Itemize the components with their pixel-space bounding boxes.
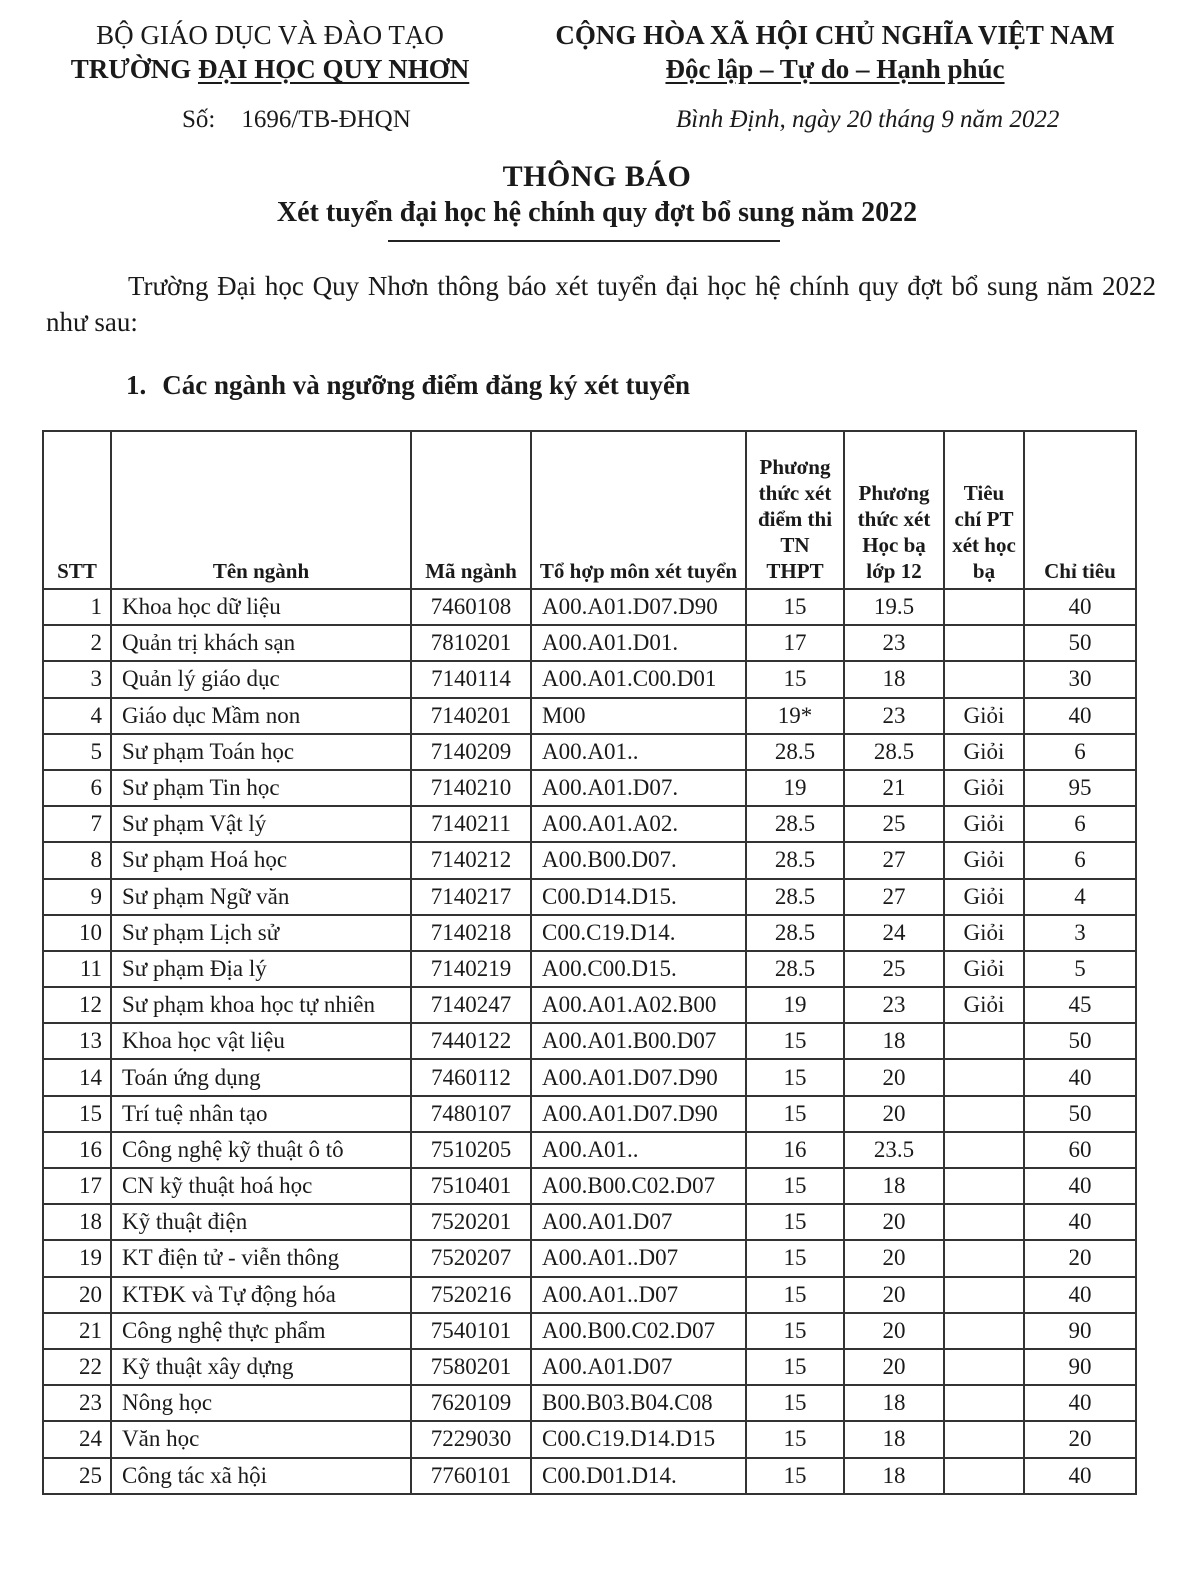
cell-combo: A00.A01.D07.: [531, 770, 746, 806]
table-row: [43, 1059, 1136, 1095]
cell-code: 7140218: [411, 915, 531, 951]
header-quota: Chỉ tiêu: [1024, 431, 1136, 589]
cell-hocba: 18: [844, 1023, 944, 1059]
cell-stt: 16: [43, 1132, 111, 1168]
cell-tieuchi: [944, 1132, 1024, 1168]
cell-tieuchi: [944, 1421, 1024, 1457]
table-row: [43, 1096, 1136, 1132]
cell-quota: 6: [1024, 734, 1136, 770]
cell-tieuchi: [944, 1059, 1024, 1095]
cell-quota: 50: [1024, 625, 1136, 661]
cell-name: Kỹ thuật điện: [111, 1204, 411, 1240]
cell-tieuchi: [944, 1168, 1024, 1204]
intro-paragraph: Trường Đại học Quy Nhơn thông báo xét tuyển đại học hệ chính quy đợt bổ sung năm 2022 như sau:: [46, 271, 1156, 337]
cell-quota: 40: [1024, 589, 1136, 625]
cell-thpt: 19: [746, 770, 844, 806]
cell-combo: A00.A01.D07.D90: [531, 1059, 746, 1095]
cell-stt: 19: [43, 1240, 111, 1276]
cell-combo: C00.C19.D14.: [531, 915, 746, 951]
cell-code: 7620109: [411, 1385, 531, 1421]
cell-hocba: 27: [844, 879, 944, 915]
header-combo: Tổ hợp môn xét tuyển: [531, 431, 746, 589]
cell-thpt: 15: [746, 1313, 844, 1349]
cell-name: Kỹ thuật xây dựng: [111, 1349, 411, 1385]
issuer-block: [40, 18, 500, 86]
table-row: [43, 1023, 1136, 1059]
cell-quota: 40: [1024, 1204, 1136, 1240]
cell-combo: A00.A01.D07.D90: [531, 1096, 746, 1132]
cell-stt: 11: [43, 951, 111, 987]
cell-code: 7140217: [411, 879, 531, 915]
cell-name: Sư phạm Lịch sử: [111, 915, 411, 951]
table-row: [43, 589, 1136, 625]
cell-name: Giáo dục Mầm non: [111, 698, 411, 734]
cell-stt: 7: [43, 806, 111, 842]
cell-code: 7540101: [411, 1313, 531, 1349]
cell-name: Công nghệ thực phẩm: [111, 1313, 411, 1349]
cell-code: 7140219: [411, 951, 531, 987]
cell-thpt: 15: [746, 1277, 844, 1313]
cell-name: Trí tuệ nhân tạo: [111, 1096, 411, 1132]
cell-quota: 40: [1024, 1168, 1136, 1204]
table-row: [43, 1385, 1136, 1421]
cell-quota: 50: [1024, 1096, 1136, 1132]
cell-tieuchi: Giỏi: [944, 806, 1024, 842]
cell-combo: A00.A01..D07: [531, 1277, 746, 1313]
table-row: [43, 987, 1136, 1023]
cell-stt: 21: [43, 1313, 111, 1349]
cell-tieuchi: [944, 1277, 1024, 1313]
ministry-name: BỘ GIÁO DỤC VÀ ĐÀO TẠO: [96, 20, 444, 50]
cell-thpt: 28.5: [746, 734, 844, 770]
cell-stt: 12: [43, 987, 111, 1023]
cell-tieuchi: [944, 1385, 1024, 1421]
cell-hocba: 23.5: [844, 1132, 944, 1168]
cell-code: 7140209: [411, 734, 531, 770]
cell-thpt: 15: [746, 589, 844, 625]
cell-hocba: 21: [844, 770, 944, 806]
cell-combo: A00.A01.C00.D01: [531, 661, 746, 697]
table-row: [43, 1458, 1136, 1494]
subtitle-underline: [388, 240, 780, 242]
cell-name: Công tác xã hội: [111, 1458, 411, 1494]
cell-combo: A00.A01..: [531, 734, 746, 770]
cell-combo: B00.B03.B04.C08: [531, 1385, 746, 1421]
cell-hocba: 18: [844, 1385, 944, 1421]
cell-code: 7140212: [411, 842, 531, 878]
cell-quota: 3: [1024, 915, 1136, 951]
cell-stt: 5: [43, 734, 111, 770]
cell-thpt: 15: [746, 661, 844, 697]
cell-thpt: 28.5: [746, 806, 844, 842]
header-name: Tên ngành: [111, 431, 411, 589]
cell-quota: 40: [1024, 698, 1136, 734]
table-row: [43, 661, 1136, 697]
cell-combo: A00.A01.D07.D90: [531, 589, 746, 625]
cell-code: 7140114: [411, 661, 531, 697]
cell-thpt: 15: [746, 1240, 844, 1276]
admission-table: [42, 430, 1137, 1495]
table-row: [43, 879, 1136, 915]
cell-hocba: 27: [844, 842, 944, 878]
cell-tieuchi: [944, 1349, 1024, 1385]
cell-hocba: 19.5: [844, 589, 944, 625]
header-thpt: Phương thức xét điểm thi TN THPT: [746, 431, 844, 589]
cell-thpt: 28.5: [746, 915, 844, 951]
cell-name: Nông học: [111, 1385, 411, 1421]
table-row: [43, 1349, 1136, 1385]
cell-name: Khoa học vật liệu: [111, 1023, 411, 1059]
cell-tieuchi: [944, 1458, 1024, 1494]
table-row: [43, 1277, 1136, 1313]
cell-hocba: 20: [844, 1059, 944, 1095]
cell-code: 7520207: [411, 1240, 531, 1276]
cell-hocba: 23: [844, 625, 944, 661]
cell-stt: 9: [43, 879, 111, 915]
cell-name: Sư phạm khoa học tự nhiên: [111, 987, 411, 1023]
cell-hocba: 20: [844, 1096, 944, 1132]
cell-thpt: 15: [746, 1349, 844, 1385]
cell-code: 7229030: [411, 1421, 531, 1457]
cell-thpt: 17: [746, 625, 844, 661]
cell-stt: 13: [43, 1023, 111, 1059]
place-date: Bình Định, ngày 20 tháng 9 năm 2022: [676, 106, 1060, 133]
cell-quota: 40: [1024, 1385, 1136, 1421]
cell-stt: 6: [43, 770, 111, 806]
cell-quota: 30: [1024, 661, 1136, 697]
table-row: [43, 1313, 1136, 1349]
cell-name: Sư phạm Hoá học: [111, 842, 411, 878]
table-body: [43, 589, 1136, 1494]
cell-quota: 60: [1024, 1132, 1136, 1168]
cell-tieuchi: [944, 1240, 1024, 1276]
cell-thpt: 19: [746, 987, 844, 1023]
cell-code: 7140211: [411, 806, 531, 842]
cell-hocba: 25: [844, 951, 944, 987]
cell-quota: 4: [1024, 879, 1136, 915]
cell-stt: 18: [43, 1204, 111, 1240]
cell-stt: 3: [43, 661, 111, 697]
cell-hocba: 18: [844, 1168, 944, 1204]
cell-combo: A00.B00.C02.D07: [531, 1313, 746, 1349]
cell-tieuchi: Giỏi: [944, 842, 1024, 878]
table-row: [43, 1240, 1136, 1276]
table-row: [43, 1168, 1136, 1204]
table-row: [43, 806, 1136, 842]
cell-code: 7760101: [411, 1458, 531, 1494]
cell-stt: 22: [43, 1349, 111, 1385]
header-tieuchi: Tiêu chí PT xét học bạ: [944, 431, 1024, 589]
cell-name: Toán ứng dụng: [111, 1059, 411, 1095]
cell-thpt: 15: [746, 1023, 844, 1059]
header-hocba: Phương thức xét Học bạ lớp 12: [844, 431, 944, 589]
cell-stt: 4: [43, 698, 111, 734]
school-name: TRƯỜNG ĐẠI HỌC QUY NHƠN: [70, 54, 470, 84]
cell-hocba: 20: [844, 1349, 944, 1385]
cell-hocba: 23: [844, 987, 944, 1023]
cell-code: 7140247: [411, 987, 531, 1023]
cell-name: Công nghệ kỹ thuật ô tô: [111, 1132, 411, 1168]
cell-quota: 50: [1024, 1023, 1136, 1059]
cell-tieuchi: Giỏi: [944, 987, 1024, 1023]
cell-combo: A00.A01.A02.: [531, 806, 746, 842]
cell-combo: C00.C19.D14.D15: [531, 1421, 746, 1457]
cell-combo: A00.A01.B00.D07: [531, 1023, 746, 1059]
cell-combo: A00.A01.A02.B00: [531, 987, 746, 1023]
cell-name: Sư phạm Toán học: [111, 734, 411, 770]
cell-stt: 8: [43, 842, 111, 878]
cell-code: 7810201: [411, 625, 531, 661]
cell-code: 7510205: [411, 1132, 531, 1168]
cell-thpt: 15: [746, 1204, 844, 1240]
cell-stt: 25: [43, 1458, 111, 1494]
table-header-row: [43, 431, 1136, 589]
cell-thpt: 15: [746, 1168, 844, 1204]
cell-code: 7460108: [411, 589, 531, 625]
cell-quota: 40: [1024, 1277, 1136, 1313]
cell-hocba: 18: [844, 1421, 944, 1457]
cell-thpt: 28.5: [746, 951, 844, 987]
cell-combo: A00.B00.D07.: [531, 842, 746, 878]
cell-tieuchi: Giỏi: [944, 734, 1024, 770]
cell-tieuchi: [944, 625, 1024, 661]
cell-thpt: 15: [746, 1458, 844, 1494]
cell-stt: 2: [43, 625, 111, 661]
cell-combo: A00.A01.D01.: [531, 625, 746, 661]
cell-quota: 45: [1024, 987, 1136, 1023]
cell-hocba: 20: [844, 1240, 944, 1276]
cell-stt: 23: [43, 1385, 111, 1421]
header-code: Mã ngành: [411, 431, 531, 589]
header-stt: STT: [43, 431, 111, 589]
table-row: [43, 1204, 1136, 1240]
republic-name: CỘNG HÒA XÃ HỘI CHỦ NGHĨA VIỆT NAM: [555, 20, 1115, 50]
cell-name: Khoa học dữ liệu: [111, 589, 411, 625]
cell-code: 7460112: [411, 1059, 531, 1095]
cell-stt: 14: [43, 1059, 111, 1095]
cell-combo: M00: [531, 698, 746, 734]
cell-tieuchi: [944, 661, 1024, 697]
cell-hocba: 20: [844, 1277, 944, 1313]
cell-combo: A00.A01..D07: [531, 1240, 746, 1276]
cell-tieuchi: [944, 1204, 1024, 1240]
cell-combo: A00.B00.C02.D07: [531, 1168, 746, 1204]
cell-quota: 6: [1024, 842, 1136, 878]
cell-stt: 15: [43, 1096, 111, 1132]
cell-name: Quản lý giáo dục: [111, 661, 411, 697]
cell-tieuchi: Giỏi: [944, 915, 1024, 951]
national-header: [505, 18, 1165, 86]
cell-name: KTĐK và Tự động hóa: [111, 1277, 411, 1313]
table-row: [43, 625, 1136, 661]
cell-combo: A00.A01.D07: [531, 1204, 746, 1240]
cell-quota: 90: [1024, 1313, 1136, 1349]
cell-tieuchi: Giỏi: [944, 770, 1024, 806]
cell-code: 7510401: [411, 1168, 531, 1204]
cell-quota: 40: [1024, 1458, 1136, 1494]
cell-quota: 5: [1024, 951, 1136, 987]
table-row: [43, 698, 1136, 734]
cell-quota: 40: [1024, 1059, 1136, 1095]
cell-quota: 20: [1024, 1421, 1136, 1457]
table-row: [43, 1421, 1136, 1457]
cell-thpt: 28.5: [746, 842, 844, 878]
cell-thpt: 15: [746, 1421, 844, 1457]
cell-code: 7440122: [411, 1023, 531, 1059]
cell-name: Sư phạm Vật lý: [111, 806, 411, 842]
cell-combo: A00.A01..: [531, 1132, 746, 1168]
cell-name: KT điện tử - viễn thông: [111, 1240, 411, 1276]
cell-name: Quản trị khách sạn: [111, 625, 411, 661]
cell-stt: 10: [43, 915, 111, 951]
cell-quota: 90: [1024, 1349, 1136, 1385]
cell-thpt: 16: [746, 1132, 844, 1168]
table-row: [43, 842, 1136, 878]
cell-tieuchi: Giỏi: [944, 951, 1024, 987]
cell-code: 7520201: [411, 1204, 531, 1240]
document-subtitle: Xét tuyển đại học hệ chính quy đợt bổ sung năm 2022: [276, 197, 918, 228]
cell-tieuchi: [944, 1313, 1024, 1349]
cell-name: Sư phạm Tin học: [111, 770, 411, 806]
cell-code: 7580201: [411, 1349, 531, 1385]
cell-stt: 17: [43, 1168, 111, 1204]
cell-combo: C00.D14.D15.: [531, 879, 746, 915]
cell-hocba: 28.5: [844, 734, 944, 770]
table-row: [43, 951, 1136, 987]
cell-thpt: 19*: [746, 698, 844, 734]
cell-hocba: 20: [844, 1204, 944, 1240]
cell-hocba: 23: [844, 698, 944, 734]
motto: Độc lập – Tự do – Hạnh phúc: [665, 54, 1005, 84]
cell-name: Sư phạm Ngữ văn: [111, 879, 411, 915]
cell-tieuchi: Giỏi: [944, 698, 1024, 734]
cell-thpt: 15: [746, 1385, 844, 1421]
table-row: [43, 770, 1136, 806]
cell-name: Văn học: [111, 1421, 411, 1457]
cell-quota: 95: [1024, 770, 1136, 806]
cell-code: 7140201: [411, 698, 531, 734]
cell-stt: 24: [43, 1421, 111, 1457]
cell-hocba: 18: [844, 1458, 944, 1494]
cell-code: 7140210: [411, 770, 531, 806]
cell-code: 7520216: [411, 1277, 531, 1313]
cell-tieuchi: [944, 589, 1024, 625]
section-heading: 1. Các ngành và ngưỡng điểm đăng ký xét tuyển: [126, 370, 690, 400]
cell-hocba: 20: [844, 1313, 944, 1349]
cell-thpt: 28.5: [746, 879, 844, 915]
cell-hocba: 25: [844, 806, 944, 842]
cell-tieuchi: [944, 1023, 1024, 1059]
cell-stt: 1: [43, 589, 111, 625]
cell-combo: A00.A01.D07: [531, 1349, 746, 1385]
cell-hocba: 24: [844, 915, 944, 951]
table-row: [43, 1132, 1136, 1168]
cell-thpt: 15: [746, 1059, 844, 1095]
cell-quota: 6: [1024, 806, 1136, 842]
table-row: [43, 734, 1136, 770]
table-row: [43, 915, 1136, 951]
cell-name: Sư phạm Địa lý: [111, 951, 411, 987]
cell-combo: C00.D01.D14.: [531, 1458, 746, 1494]
document-number: Số: 1696/TB-ĐHQN: [182, 106, 411, 133]
cell-thpt: 15: [746, 1096, 844, 1132]
cell-hocba: 18: [844, 661, 944, 697]
cell-quota: 20: [1024, 1240, 1136, 1276]
cell-tieuchi: [944, 1096, 1024, 1132]
cell-code: 7480107: [411, 1096, 531, 1132]
cell-tieuchi: Giỏi: [944, 879, 1024, 915]
cell-name: CN kỹ thuật hoá học: [111, 1168, 411, 1204]
cell-stt: 20: [43, 1277, 111, 1313]
cell-combo: A00.C00.D15.: [531, 951, 746, 987]
document-title: THÔNG BÁO: [502, 160, 692, 193]
